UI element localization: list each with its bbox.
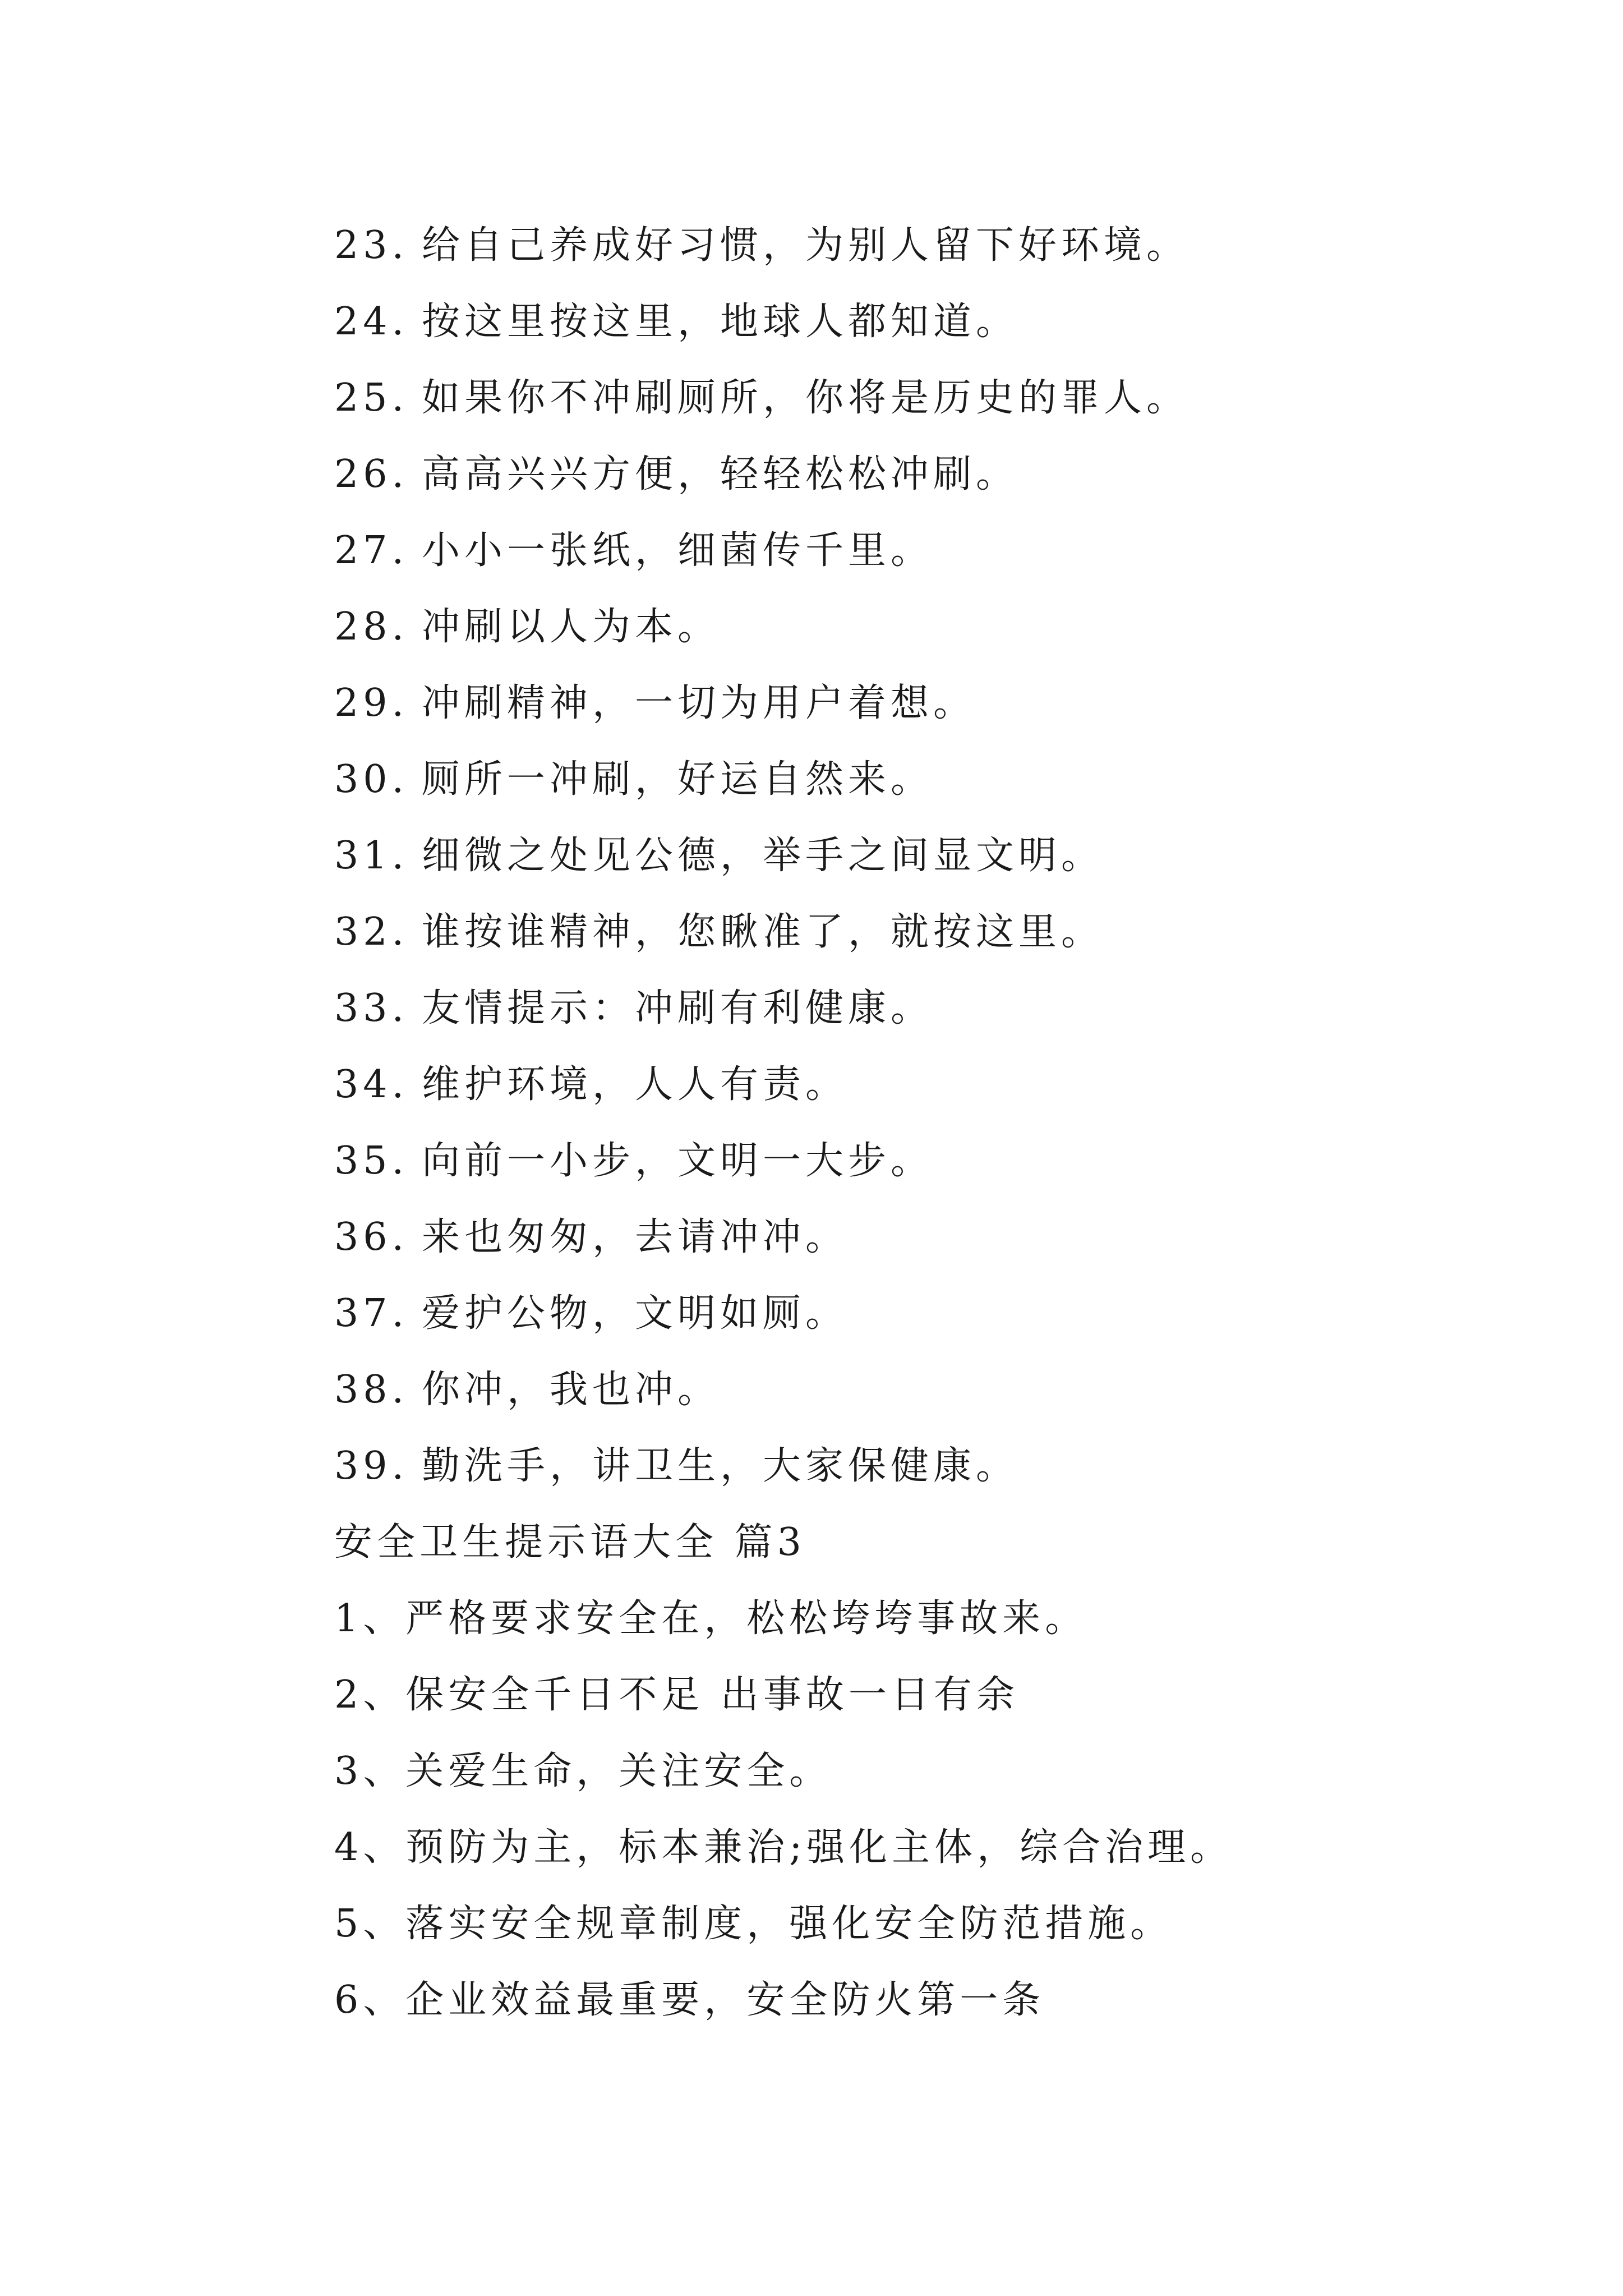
list-item bbox=[334, 970, 1456, 1047]
item-number: 31. bbox=[334, 834, 409, 878]
item-number: 38. bbox=[334, 1368, 409, 1412]
item-number: 36. bbox=[334, 1215, 409, 1259]
item-number: 30. bbox=[334, 757, 409, 802]
list-item bbox=[334, 513, 1456, 589]
list-item: 3、关爱生命，关注安全。 bbox=[334, 1749, 832, 1793]
item-number: 23. bbox=[334, 223, 409, 268]
list-item bbox=[334, 1199, 1456, 1276]
list-item bbox=[334, 436, 1456, 513]
list-item: 5、落实安全规章制度，强化安全防范措施。 bbox=[334, 1902, 1173, 1946]
item-text: 高高兴兴方便，轻轻松松冲刷。 bbox=[422, 452, 1019, 496]
list-item bbox=[334, 1276, 1456, 1352]
item-number: 35. bbox=[334, 1139, 409, 1183]
item-text: 细微之处见公德，举手之间显文明。 bbox=[422, 834, 1104, 878]
item-text: 友情提示：冲刷有利健康。 bbox=[422, 986, 934, 1030]
list-item: 1、严格要求安全在，松松垮垮事故来。 bbox=[334, 1596, 1088, 1641]
item-number: 37. bbox=[334, 1291, 409, 1336]
list-item bbox=[334, 1352, 1456, 1428]
section-heading: 安全卫生提示语大全 篇3 bbox=[334, 1520, 806, 1565]
item-number: 33. bbox=[334, 986, 409, 1030]
list-item bbox=[334, 665, 1456, 742]
item-text: 厕所一冲刷，好运自然来。 bbox=[422, 757, 934, 802]
item-text: 你冲，我也冲。 bbox=[422, 1368, 721, 1412]
list-item bbox=[334, 1428, 1456, 1504]
item-text: 如果你不冲刷厕所，你将是历史的罪人。 bbox=[422, 376, 1189, 420]
document-body bbox=[334, 208, 1456, 2039]
list-item bbox=[334, 1123, 1456, 1199]
item-number: 39. bbox=[334, 1444, 409, 1488]
list-item bbox=[334, 742, 1456, 818]
item-number: 27. bbox=[334, 528, 409, 573]
item-text: 向前一小步，文明一大步。 bbox=[422, 1139, 934, 1183]
item-text: 给自己养成好习惯，为别人留下好环境。 bbox=[422, 223, 1189, 268]
item-text: 冲刷精神，一切为用户着想。 bbox=[422, 681, 976, 725]
list-item bbox=[334, 818, 1456, 894]
list-item bbox=[334, 208, 1456, 284]
item-number: 32. bbox=[334, 910, 409, 954]
item-text: 勤洗手，讲卫生，大家保健康。 bbox=[422, 1444, 1019, 1488]
item-text: 维护环境，人人有责。 bbox=[422, 1062, 849, 1107]
item-number: 24. bbox=[334, 300, 409, 344]
item-text: 爱护公物，文明如厕。 bbox=[422, 1291, 849, 1336]
item-number: 28. bbox=[334, 605, 409, 649]
item-text: 冲刷以人为本。 bbox=[422, 605, 721, 649]
item-text: 谁按谁精神，您瞅准了，就按这里。 bbox=[422, 910, 1104, 954]
list-item bbox=[334, 894, 1456, 970]
item-text: 小小一张纸，细菌传千里。 bbox=[422, 528, 934, 573]
list-item: 2、保安全千日不足 出事故一日有余 bbox=[334, 1673, 1019, 1717]
list-item bbox=[334, 284, 1456, 360]
item-number: 25. bbox=[334, 376, 409, 420]
list-item: 6、企业效益最重要，安全防火第一条 bbox=[334, 1978, 1045, 2022]
item-text: 来也匆匆，去请冲冲。 bbox=[422, 1215, 849, 1259]
item-number: 29. bbox=[334, 681, 409, 725]
item-number: 26. bbox=[334, 452, 409, 496]
list-item: 4、预防为主，标本兼治;强化主体，综合治理。 bbox=[334, 1825, 1233, 1870]
list-item bbox=[334, 589, 1456, 665]
item-number: 34. bbox=[334, 1062, 409, 1107]
list-item bbox=[334, 360, 1456, 436]
list-item bbox=[334, 1047, 1456, 1123]
item-text: 按这里按这里，地球人都知道。 bbox=[422, 300, 1019, 344]
